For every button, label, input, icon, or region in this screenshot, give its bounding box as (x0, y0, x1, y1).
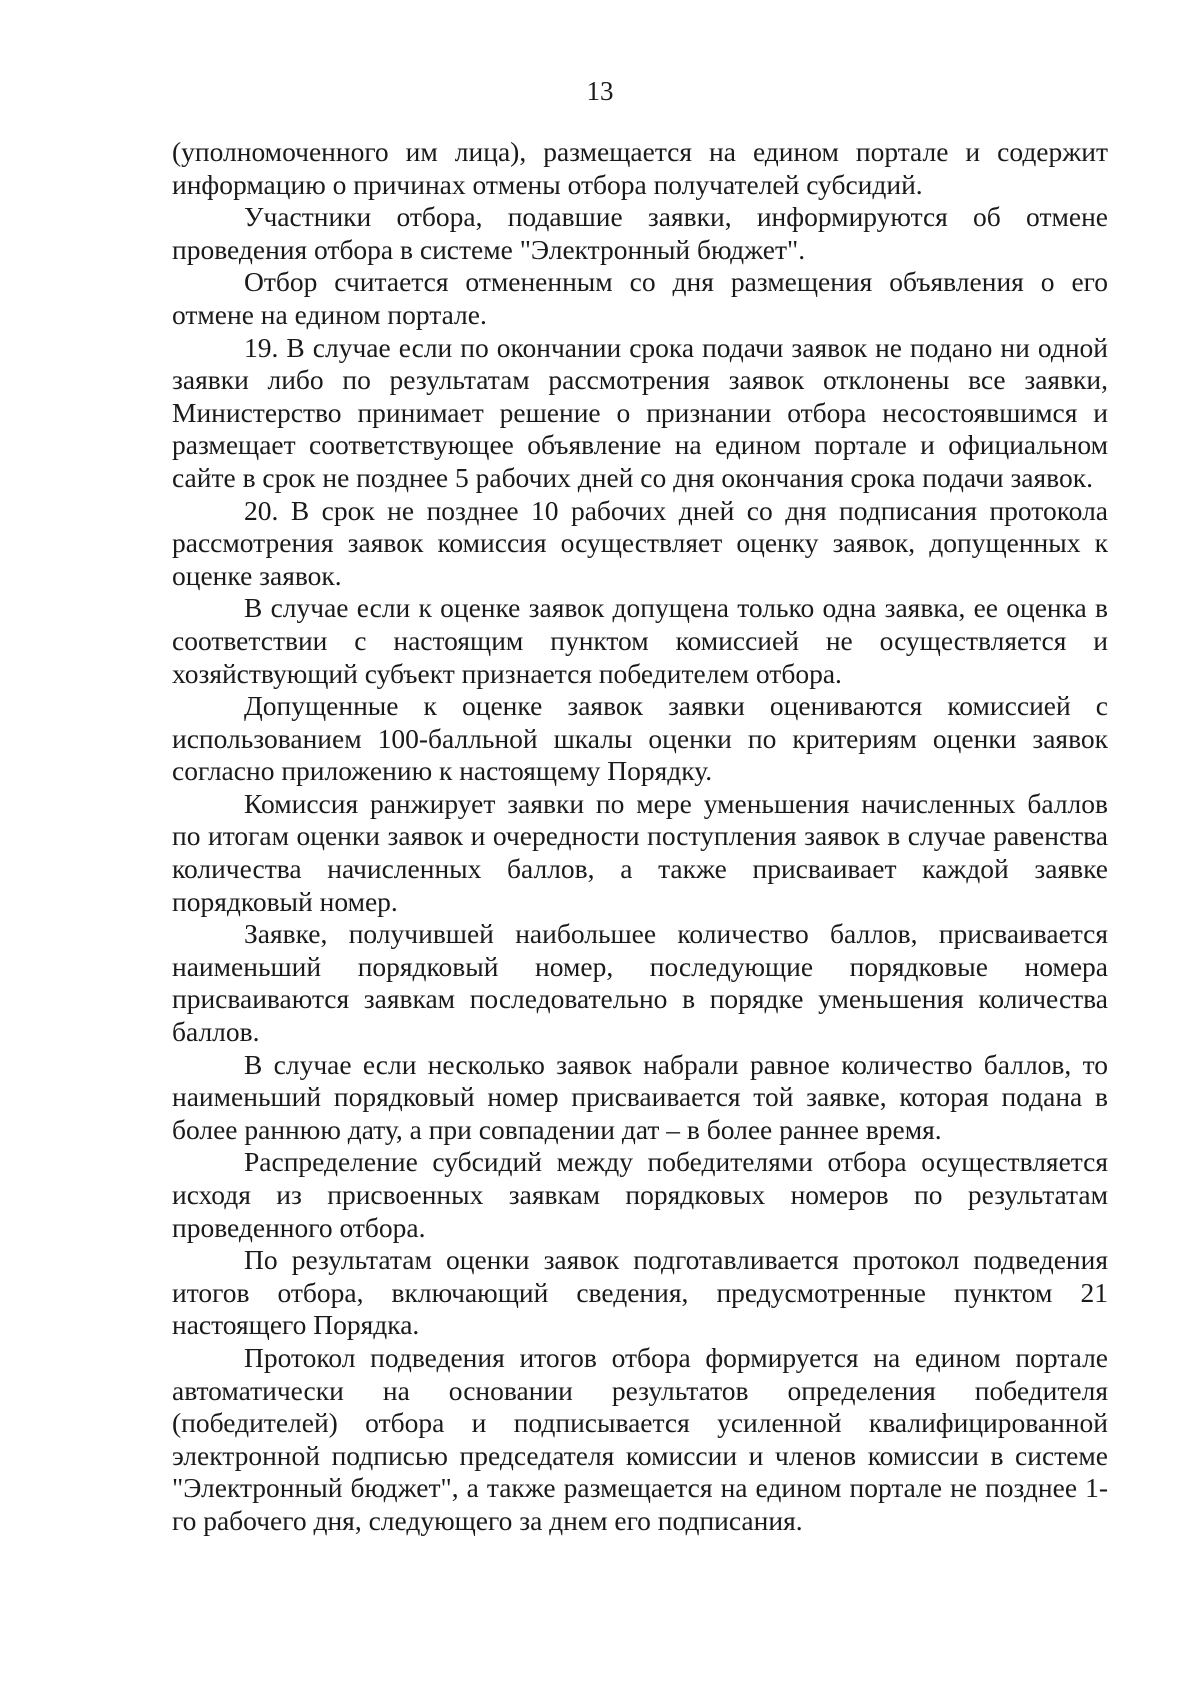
paragraph-continuation: (уполномоченного им лица), размещается на едином портале и содержит информацию о причинах отмены отбора получателей субсидий. (172, 136, 1108, 200)
paragraph-ranking: Комиссия ранжирует заявки по мере уменьшения начисленных баллов по итогам оценки заявок и очередности поступления заявок в случае равенства количества начисленных баллов, а также присваивает каждой заявке порядковый номер. (172, 787, 1108, 917)
paragraph-item-19: 19. В случае если по окончании срока подачи заявок не подано ни одной заявки либо по результатам рассмотрения заявок отклонены все заявки, Министерство принимает решение о признании отбора несостоявшимся и размещает соответствующее объявление на едином портале и официальном сайте в срок не позднее 5 рабочих дней со дня окончания срока подачи заявок. (172, 331, 1108, 493)
paragraph-single-application: В случае если к оценке заявок допущена только одна заявка, ее оценка в соответствии с настоящим пунктом комиссией не осуществляется и хозяйствующий субъект признается победителем отбора. (172, 592, 1108, 689)
document-body (172, 136, 1108, 1538)
paragraph-equal-scores: В случае если несколько заявок набрали равное количество баллов, то наименьший порядковый номер присваивается той заявке, которая подана в более раннюю дату, а при совпадении дат – в более раннее время. (172, 1048, 1108, 1145)
paragraph-order-numbers: Заявке, получившей наибольшее количество баллов, присваивается наименьший порядковый номер, последующие порядковые номера присваиваются заявкам последовательно в порядке уменьшения количества баллов. (172, 918, 1108, 1048)
page-number: 13 (586, 76, 614, 106)
paragraph-participants-informed: Участники отбора, подавшие заявки, информируются об отмене проведения отбора в системе "Электронный бюджет". (172, 201, 1108, 265)
paragraph-protocol-signing: Протокол подведения итогов отбора формируется на едином портале автоматически на основании результатов определения победителя (победителей) отбора и подписывается усиленной квалифицированной электронной подписью председателя комиссии и членов комиссии в системе "Электронный бюджет", а также размещается на едином портале не позднее 1-го рабочего дня, следующего за днем его подписания. (172, 1341, 1108, 1536)
paragraph-results-protocol: По результатам оценки заявок подготавливается протокол подведения итогов отбора, включающий сведения, предусмотренные пунктом 21 настоящего Порядка. (172, 1244, 1108, 1341)
paragraph-selection-cancelled: Отбор считается отмененным со дня размещения объявления о его отмене на едином портале. (172, 266, 1108, 330)
paragraph-item-20: 20. В срок не позднее 10 рабочих дней со дня подписания протокола рассмотрения заявок комиссия осуществляет оценку заявок, допущенных к оценке заявок. (172, 494, 1108, 591)
paragraph-scoring-scale: Допущенные к оценке заявок заявки оцениваются комиссией с использованием 100-балльной шкалы оценки по критериям оценки заявок согласно приложению к настоящему Порядку. (172, 690, 1108, 787)
paragraph-subsidy-distribution: Распределение субсидий между победителями отбора осуществляется исходя из присвоенных заявкам порядковых номеров по результатам проведенного отбора. (172, 1146, 1108, 1243)
